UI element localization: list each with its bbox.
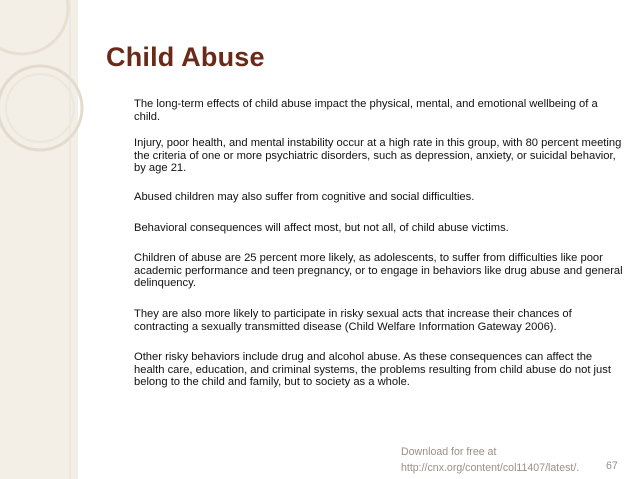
bullet-text: Other risky behaviors include drug and alcohol abuse. As these consequences can affect the health care, education, and criminal systems, the problems resulting from child abuse do not just belong to the child and family, but to society as a whole. [134, 351, 611, 389]
bullet-item [112, 252, 624, 290]
bullet-text: They are also more likely to participate in risky sexual acts that increase their chances of contracting a sexually transmitted disease (Child Welfare Information Gateway 2006). [134, 307, 572, 333]
slide-title: Child Abuse [106, 42, 265, 72]
bullet-item [112, 191, 624, 204]
bullet-item [112, 98, 624, 123]
bullet-text: Children of abuse are 25 percent more likely, as adolescents, to suffer from difficulties like poor academic performance and teen pregnancy, or to engage in behaviors like drug abuse and general delinquency. [134, 252, 623, 290]
download-footer [401, 444, 579, 476]
bullet-list [112, 98, 624, 404]
bullet-text: Injury, poor health, and mental instability occur at a high rate in this group, with 80 percent meeting the criteria of one or more psychiatric disorders, such as depression, anxiety, or suicidal behavior, by age 21. [134, 137, 622, 175]
bullet-item [112, 351, 624, 389]
bullet-text: Behavioral consequences will affect most, but not all, of child abuse victims. [134, 221, 509, 234]
decorative-circles [0, 0, 120, 479]
download-footer-link[interactable]: http://cnx.org/content/col11407/latest/. [401, 462, 580, 474]
bullet-item [112, 137, 624, 175]
bullet-text: Abused children may also suffer from cognitive and social difficulties. [134, 190, 475, 203]
bullet-item [112, 222, 624, 235]
page-number: 67 [606, 460, 618, 472]
bullet-text: The long-term effects of child abuse impact the physical, mental, and emotional wellbeing of a child. [134, 98, 598, 123]
download-footer-line1: Download for free at [401, 446, 497, 458]
bullet-item [112, 308, 624, 333]
bullet-item-empty [112, 391, 624, 404]
